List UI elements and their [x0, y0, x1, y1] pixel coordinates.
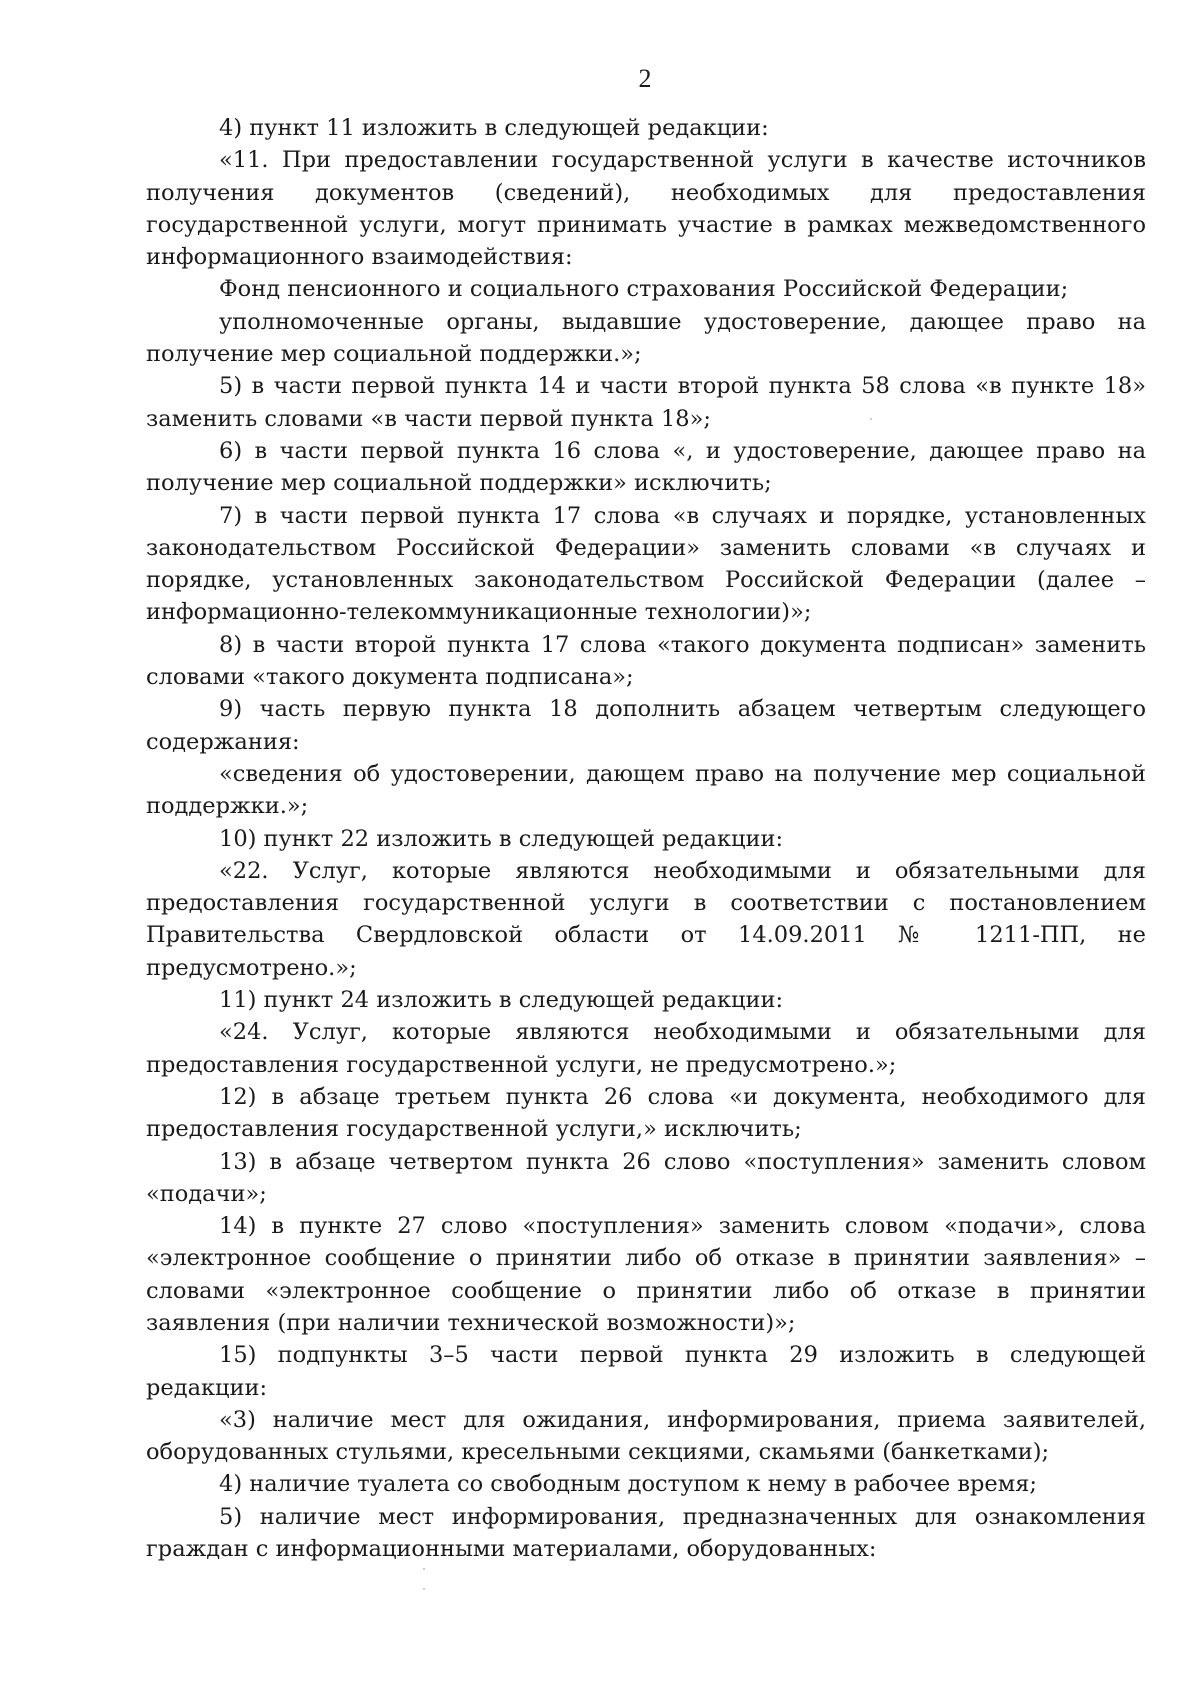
paragraph: уполномоченные органы, выдавшие удостоверение, дающее право на получение мер социальной поддержки.»;: [146, 308, 1146, 368]
paragraph: 4) пункт 11 изложить в следующей редакции:: [219, 115, 769, 141]
paragraph: 14) в пункте 27 слово «поступления» заменить словом «подачи», слова «электронное сообщение о принятии либо об отказе в принятии заявления» – словами «электронное сообщение о принятии либо об отказе в принятии заявления (при наличии технической возможности)»;: [146, 1213, 1146, 1336]
paragraph: «сведения об удостоверении, дающем право на получение мер социальной поддержки.»;: [146, 760, 1146, 820]
paragraph: 4) наличие туалета со свободным доступом к нему в рабочее время;: [219, 1471, 1037, 1498]
document-body: [146, 112, 1146, 1565]
paragraph: «11. При предоставлении государственной услуги в качестве источников получения документов (сведений), необходимых для предоставления государственной услуги, могут принимать участие в рамках межведомственного информационного взаимодействия:: [146, 147, 1146, 271]
paragraph: 15) подпункты 3–5 части первой пункта 29 изложить в следующей редакции:: [146, 1342, 1146, 1401]
scan-speck: [423, 1568, 425, 1570]
paragraph: 9) часть первую пункта 18 дополнить абзацем четвертым следующего содержания:: [146, 696, 1146, 755]
paragraph: Фонд пенсионного и социального страхования Российской Федерации;: [219, 276, 1069, 303]
paragraph: 5) наличие мест информирования, предназначенных для ознакомления граждан с информационными материалами, оборудованных:: [146, 1503, 1146, 1563]
paragraph: 13) в абзаце четвертом пункта 26 слово «поступления» заменить словом «подачи»;: [146, 1148, 1146, 1207]
paragraph: «22. Услуг, которые являются необходимыми и обязательными для предоставления государственной услуги в соответствии с постановлением Правительства Свердловской области от 14.09.2011 № 1211-ПП, не предусмотрено.»;: [146, 857, 1146, 981]
paragraph: «3) наличие мест для ожидания, информирования, приема заявителей, оборудованных стульями, кресельными секциями, скамьями (банкетками);: [146, 1406, 1146, 1466]
paragraph: 10) пункт 22 изложить в следующей редакции:: [219, 825, 784, 852]
scan-speck: [870, 418, 872, 420]
paragraph: 5) в части первой пункта 14 и части второй пункта 58 слова «в пункте 18» заменить словами «в части первой пункта 18»;: [146, 373, 1146, 432]
paragraph: 7) в части первой пункта 17 слова «в случаях и порядке, установленных законодательством Российской Федерации» заменить словами «в случаях и порядке, установленных законодательством Российской Федерации (далее – информационно-телекоммуникационные технологии)»;: [146, 502, 1146, 626]
paragraph: «24. Услуг, которые являются необходимыми и обязательными для предоставления государственной услуги, не предусмотрено.»;: [146, 1019, 1146, 1078]
paragraph: 11) пункт 24 изложить в следующей редакции:: [219, 987, 784, 1014]
paragraph: 8) в части второй пункта 17 слова «такого документа подписан» заменить словами «такого документа подписана»;: [146, 631, 1146, 691]
paragraph: 12) в абзаце третьем пункта 26 слова «и документа, необходимого для предоставления государственной услуги,» исключить;: [146, 1083, 1146, 1143]
scan-speck: [423, 1588, 425, 1590]
paragraph: 6) в части первой пункта 16 слова «, и удостоверение, дающее право на получение мер социальной поддержки» исключить;: [146, 437, 1146, 497]
page-number: 2: [638, 64, 652, 93]
